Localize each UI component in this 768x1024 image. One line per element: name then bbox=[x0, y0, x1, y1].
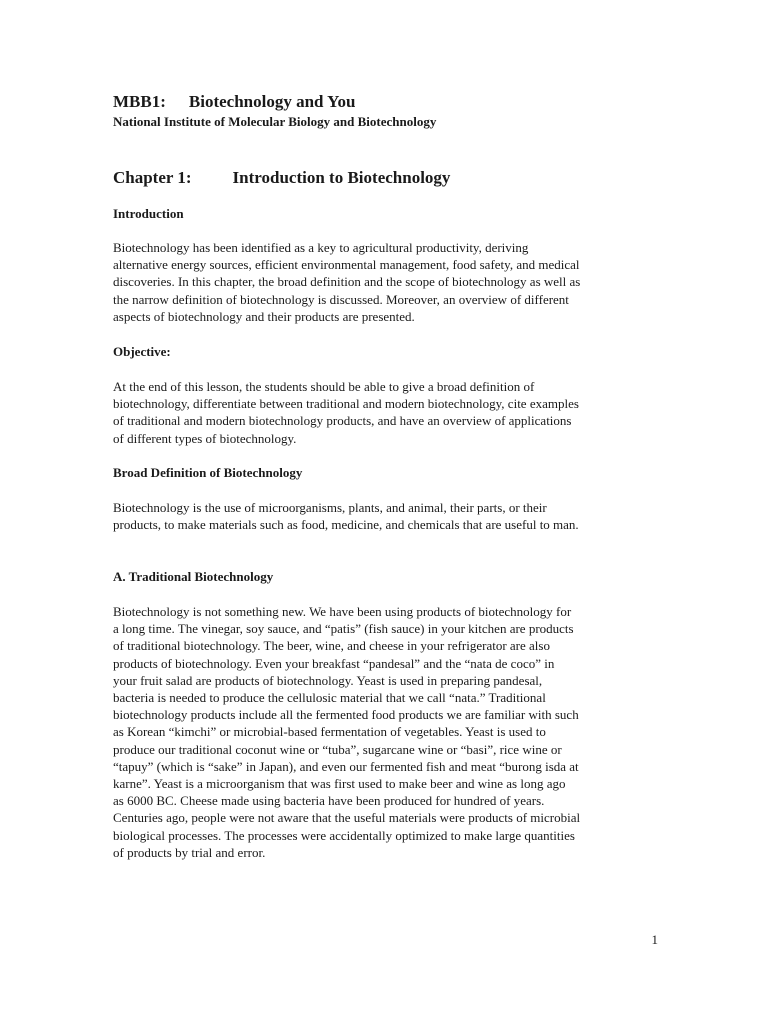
introduction-heading: Introduction bbox=[113, 206, 184, 221]
objective-paragraph: At the end of this lesson, the students should be able to give a broad definition of biotechnology, differentiate between traditional and modern biotechnology, cite examples of traditional and modern biotechnology products, and have an overview of applications of different types of biotechnology. bbox=[113, 379, 579, 446]
chapter-number: Chapter 1: bbox=[113, 168, 192, 187]
broad-definition-paragraph: Biotechnology is the use of microorganisms, plants, and animal, their parts, or their products, to make materials such as food, medicine, and chemicals that are useful to man. bbox=[113, 500, 579, 533]
page-number: 1 bbox=[651, 932, 658, 947]
objective-heading: Objective: bbox=[113, 344, 171, 359]
traditional-biotech-heading: A. Traditional Biotechnology bbox=[113, 569, 274, 584]
course-code: MBB1: bbox=[113, 92, 166, 111]
chapter-name: Introduction to Biotechnology bbox=[232, 168, 451, 187]
institute-name: National Institute of Molecular Biology and Biotechnology bbox=[113, 114, 437, 129]
introduction-paragraph: Biotechnology has been identified as a key to agricultural productivity, deriving alternative energy sources, efficient environmental management, food safety, and medical discoveries. In this chapter, the broad definition and the scope of biotechnology as well as the narrow definition of biotechnology is discussed. Moreover, an overview of different aspects of biotechnology and their products are presented. bbox=[113, 240, 581, 324]
traditional-biotech-paragraph: Biotechnology is not something new. We have been using products of biotechnology for a long time. The vinegar, soy sauce, and “patis” (fish sauce) in your kitchen are products of traditional biotechnology. The beer, wine, and cheese in your refrigerator are also products of biotechnology. Even your breakfast “pandesal” and the “nata de coco” in your fruit salad are products of biotechnology. Yeast is used in preparing pandesal, bacteria is needed to produce the cellulosic material that we call “nata.” Traditional biotechnology products include all the fermented food products we are familiar with such as Korean “kimchi” or microbial-based fermentation of vegetables. Yeast is used to produce our traditional coconut wine or “tuba”, sugarcane wine or “basi”, rice wine or “tapuy” (which is “sake” in Japan), and even our fermented fish and meat “burong isda at karne”. Yeast is a microorganism that was first used to make beer and wine as long ago as 6000 BC. Cheese made using bacteria have been produced for hundred of years. Centuries ago, people were not aware that the useful materials were products of microbial biological processes. The processes were accidentally optimized to make large quantities of products by trial and error. bbox=[113, 604, 581, 860]
broad-definition-heading: Broad Definition of Biotechnology bbox=[113, 465, 303, 480]
chapter-title bbox=[113, 168, 658, 188]
course-title bbox=[113, 92, 658, 112]
course-name: Biotechnology and You bbox=[188, 92, 356, 111]
